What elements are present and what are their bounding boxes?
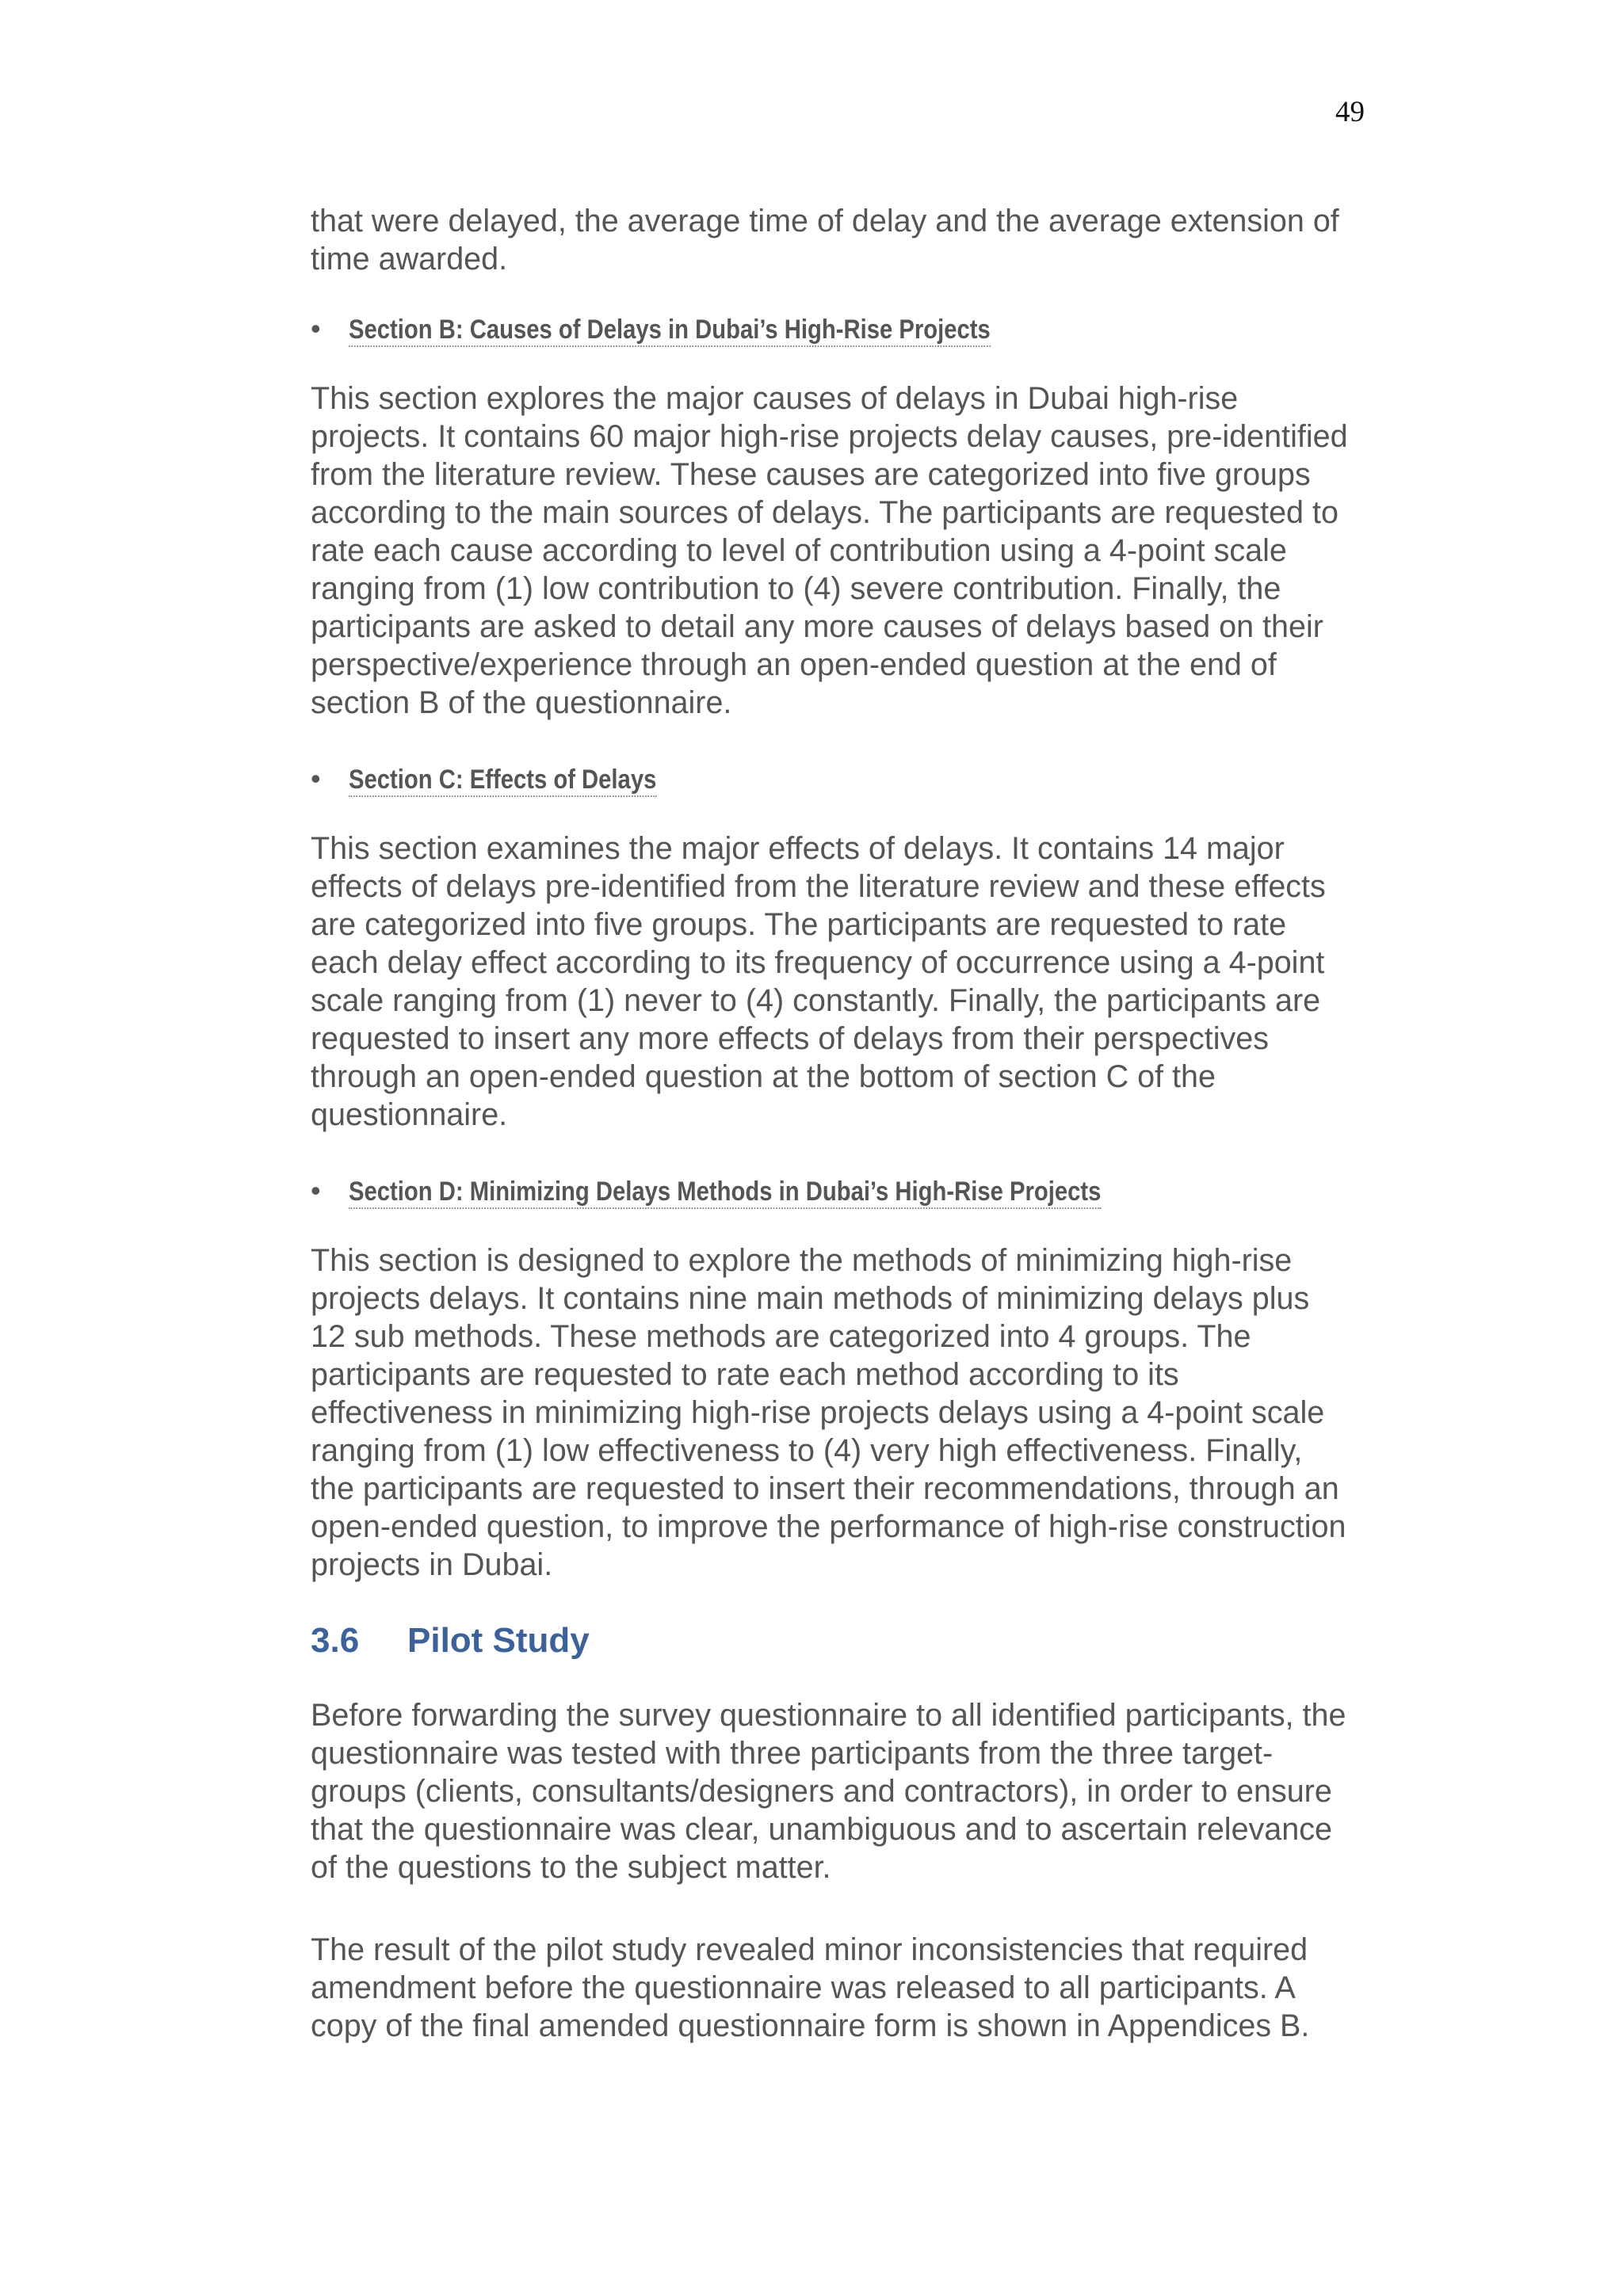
text-line: This section explores the major causes of delays in Dubai high-rise <box>311 381 1239 416</box>
bullet-icon: • <box>311 312 321 345</box>
text-line: 12 sub methods. These methods are categorized into 4 groups. The <box>311 1319 1251 1354</box>
page-content <box>311 202 1420 2045</box>
text-line: amendment before the questionnaire was released to all participants. A <box>311 1970 1296 2005</box>
section-b-paragraph <box>311 379 1420 722</box>
text-line: questionnaire. <box>311 1097 508 1132</box>
text-line: effectiveness in minimizing high-rise projects delays using a 4-point scale <box>311 1395 1325 1430</box>
text-line: scale ranging from (1) never to (4) constantly. Finally, the participants are <box>311 983 1321 1018</box>
section-d-paragraph <box>311 1241 1420 1584</box>
text-line: of the questions to the subject matter. <box>311 1850 831 1885</box>
text-line: ranging from (1) low effectiveness to (4) very high effectiveness. Finally, <box>311 1433 1303 1468</box>
text-line: ranging from (1) low contribution to (4) severe contribution. Finally, the <box>311 571 1281 606</box>
text-line: rate each cause according to level of contribution using a 4-point scale <box>311 533 1287 568</box>
section-c-bullet-item <box>311 760 1420 798</box>
section-c-paragraph <box>311 830 1420 1134</box>
text-line: The result of the pilot study revealed minor inconsistencies that required <box>311 1932 1308 1967</box>
text-line: perspective/experience through an open-ended question at the end of <box>311 647 1277 682</box>
text-line: participants are asked to detail any more causes of delays based on their <box>311 609 1323 644</box>
section-b-bullet-item <box>311 310 1420 348</box>
text-line: the participants are requested to insert their recommendations, through an <box>311 1471 1339 1506</box>
section-title: Pilot Study <box>407 1621 590 1660</box>
section-d-heading: Section D: Minimizing Delays Methods in Dubai’s High-Rise Projects <box>349 1176 1101 1209</box>
pilot-study-paragraph-1 <box>311 1696 1420 1886</box>
text-line: according to the main sources of delays. The participants are requested to <box>311 495 1338 530</box>
text-line: are categorized into five groups. The participants are requested to rate <box>311 907 1287 942</box>
text-line: from the literature review. These causes are categorized into five groups <box>311 457 1311 492</box>
bullet-icon: • <box>311 1174 321 1207</box>
section-b-heading: Section B: Causes of Delays in Dubai’s High-Rise Projects <box>349 314 991 347</box>
text-line: copy of the final amended questionnaire form is shown in Appendices B. <box>311 2008 1310 2043</box>
section-heading-pilot-study <box>311 1617 1420 1665</box>
text-line: projects. It contains 60 major high-rise projects delay causes, pre-identified <box>311 419 1348 454</box>
intro-continuation-paragraph <box>311 202 1420 278</box>
text-line: participants are requested to rate each method according to its <box>311 1357 1179 1392</box>
text-line: questionnaire was tested with three participants from the three target- <box>311 1736 1274 1771</box>
text-line: groups (clients, consultants/designers and contractors), in order to ensure <box>311 1774 1332 1809</box>
text-line: Before forwarding the survey questionnaire to all identified participants, the <box>311 1698 1346 1733</box>
text-line: This section examines the major effects of delays. It contains 14 major <box>311 831 1285 866</box>
text-line: that were delayed, the average time of delay and the average extension of <box>311 204 1339 238</box>
pilot-study-paragraph-2 <box>311 1931 1420 2045</box>
section-number: 3.6 <box>311 1621 360 1660</box>
text-line: requested to insert any more effects of delays from their perspectives <box>311 1021 1269 1056</box>
bullet-icon: • <box>311 762 321 795</box>
text-line: each delay effect according to its frequency of occurrence using a 4-point <box>311 945 1325 980</box>
text-line: time awarded. <box>311 242 508 277</box>
text-line: projects delays. It contains nine main methods of minimizing delays plus <box>311 1281 1310 1316</box>
text-line: open-ended question, to improve the performance of high-rise construction <box>311 1509 1346 1544</box>
text-line: effects of delays pre-identified from the literature review and these effects <box>311 869 1326 904</box>
text-line: through an open-ended question at the bottom of section C of the <box>311 1059 1216 1094</box>
text-line: that the questionnaire was clear, unambiguous and to ascertain relevance <box>311 1812 1332 1847</box>
section-c-heading: Section C: Effects of Delays <box>349 764 656 797</box>
text-line: This section is designed to explore the methods of minimizing high-rise <box>311 1243 1293 1278</box>
page-number: 49 <box>1335 96 1365 128</box>
section-d-bullet-item <box>311 1172 1420 1210</box>
text-line: section B of the questionnaire. <box>311 685 732 720</box>
text-line: projects in Dubai. <box>311 1547 553 1582</box>
